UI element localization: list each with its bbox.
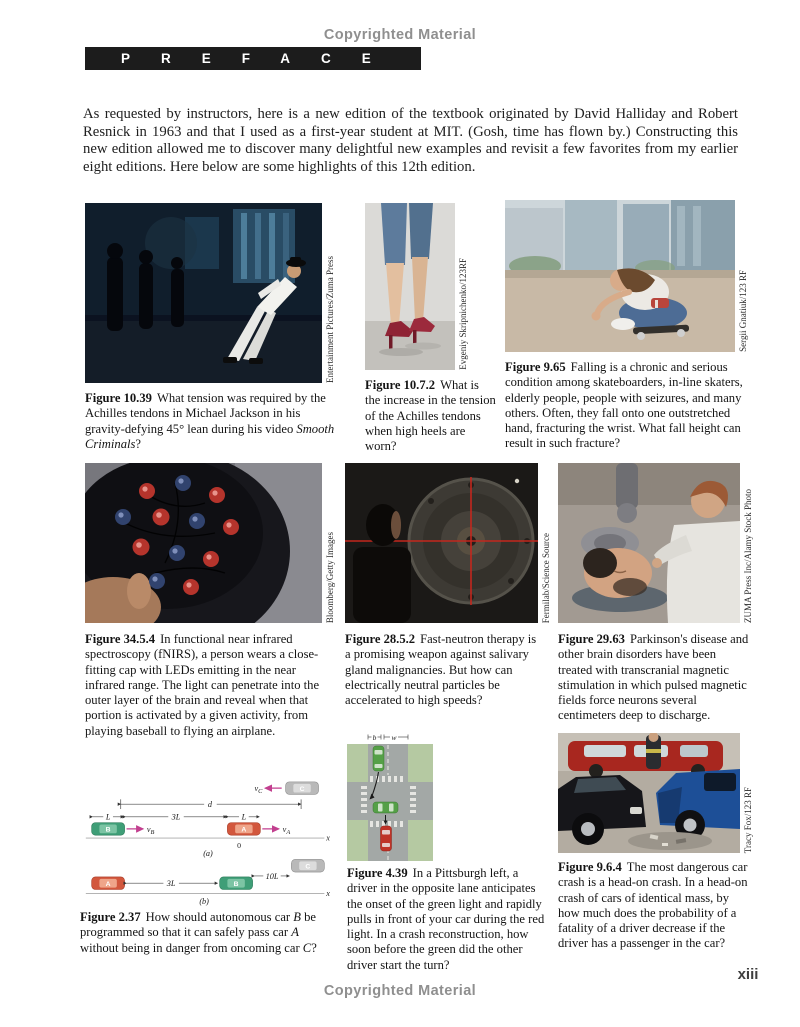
car-passing-diagram [80,778,336,906]
copyright-bottom-label: Copyrighted Material [323,983,477,999]
tenL-dimension [255,872,290,881]
debris [628,832,712,850]
vb-label: $v_B$ [146,824,155,836]
threeL-a-label: 3L [171,812,181,822]
threeL-dimension-a [126,812,227,821]
figure-caption [80,910,335,956]
oncoming-green-car [373,746,384,771]
figure-caption [365,378,496,454]
x-axis-b-label: x [326,888,330,898]
car-c-letter-b: C [305,863,311,871]
figure-caption [558,632,750,724]
car-c-letter: C [299,785,305,793]
photo-credit: Bloomberg/Getty Images [325,531,335,623]
x-axis-a-label: x [326,833,330,843]
caption-text: How should autonomous car B be programmed so that it can safely pass car A without being in danger from oncoming car C? [80,910,317,955]
photo-credit: Tracy Fox/123 RF [743,786,753,853]
figure-label: Figure 2.37 [80,910,141,924]
car-crash-photo-art [558,733,740,853]
photo-credit: Fermilab/Science Source [541,532,551,623]
car-b-shape-b [220,877,253,890]
l-dimension-left [93,812,124,821]
photo-credit: ZUMA Press Inc/Alamy Stock Photo [743,489,753,623]
figure-label: Figure 34.5.4 [85,632,156,646]
shadow [405,343,441,350]
neutron-therapy-photo-art [345,463,538,623]
car-passing-diagram-art [80,778,336,906]
car-a-shape-a [227,823,260,836]
intro-paragraph: As requested by instructors, here is a new edition of the textbook originated by David Halliday and Robert Resnick in 1963 and that I used as a first-year student at MIT. (Gosh, time has flown by.) Constructing this new edition allowed me to discover many delightful new examples and revisit a few favorites from my earlier eight editions. Here below are some highlights of this 12th edition. [83,106,738,175]
figure-caption [85,632,336,739]
b-label: b [372,732,377,742]
ear [127,573,151,609]
d-dimension [121,799,301,809]
caption-text: Parkinson's disease and other brain disorders have been treated with transcranial magnetic stimulation in which pulsed magnetic fields force neurons several centimeters deep to discharge. [558,632,749,723]
indicator-light [515,479,519,483]
photo-credit: Evgeniy Skripnichenko/123RF [458,258,468,370]
michael-jackson-photo [85,203,335,383]
fnirs-cap-photo [85,463,335,623]
figure-34-5-4 [85,463,336,739]
threeL-b-label: 3L [166,879,176,889]
l-right-label: L [241,812,247,822]
caption-text: Fast-neutron therapy is a promising weapon against salivary gland malignancies. But how can electrically neutral particles be accelerated to high speeds? [345,632,537,708]
car-crash-photo [558,733,753,853]
car-b-letter-b: B [233,881,239,889]
machine-arm [616,463,638,523]
turning-green-car [373,802,398,813]
figure-10-7-2 [365,203,496,454]
tms-photo-art [558,463,740,623]
l-left-label: L [105,812,111,822]
michael-jackson-photo-art [85,203,322,383]
part-b-label: (b) [199,897,209,906]
high-heels-photo [365,203,468,370]
preface-banner-title: PREFACE [121,51,402,66]
part-a-label: (a) [203,849,213,859]
figure-label: Figure 10.39 [85,391,152,405]
figure-28-5-2 [345,463,551,708]
your-red-car [381,826,392,851]
caption-text: What is the increase in the tension of the Achilles tendons when high heels are worn? [365,378,496,454]
car-a-shape-b [92,877,125,890]
caption-text: In a Pittsburgh left, a driver in the opposite lane anticipates the onset of the green light and rapidly pulls in front of your car during the red light. In a crash reconstruction, how soon before the green did the other driver start the turn? [347,866,545,972]
skateboarder-photo [505,200,748,352]
neutron-therapy-photo [345,463,551,623]
skateboarder-photo-art [505,200,735,352]
preface-banner [85,47,421,70]
car-c-shape-b [291,859,324,872]
intersection-diagram-art [347,731,433,861]
w-label: w [391,732,397,742]
tms-treatment-photo [558,463,753,623]
vc-label: $v_C$ [254,784,263,796]
caption-text: In functional near infrared spectroscopy (fNIRS), a person wears a close-fitting cap with LEDs emitting in the near infrared range. The light can penetrate into the outer layer of the brain and reveal when that portion is activated by a given activity, from playing baseball to flying an airplane. [85,632,320,738]
figure-label: Figure 28.5.2 [345,632,416,646]
va-label: $v_A$ [282,824,291,836]
car-a-letter-b: A [105,881,111,889]
stage-floor [85,321,322,383]
caption-text: Falling is a chronic and serious condition among skateboarders, in-line skaters, elderly people, people with seizures, and many others. Often, they fall onto one outstretched hand, fracturing the wrist. What fall height can result in such fracture? [505,360,743,451]
caption-text: What tension was required by the Achilles tendons in Michael Jackson in his gravity-defying 45° lean during his video Smooth Criminals? [85,391,335,451]
figure-caption [85,391,338,452]
l-dimension-right [228,812,259,821]
figure-9-6-4 [558,733,753,952]
origin-label: 0 [237,840,241,850]
intersection-diagram [347,731,433,861]
photo-credit: Sergii Gnatiuk/123 RF [738,270,748,352]
figure-2-37 [80,778,336,956]
car-c-shape-a [286,782,319,795]
figure-9-65 [505,200,748,452]
high-heels-photo-art [365,203,455,370]
figure-label: Figure 9.65 [505,360,566,374]
fnirs-photo-art [85,463,322,623]
figure-label: Figure 9.6.4 [558,860,622,874]
car-a-letter: A [241,826,247,834]
figure-caption [505,360,743,452]
caption-text: The most dangerous car crash is a head-on crash. In a head-on crash of cars of identical mass, by how much does the probability of a fatality of a driver decrease if the driver has a passenger in the car? [558,860,748,951]
figure-4-39 [347,731,549,973]
car-b-letter: B [105,826,111,834]
d-label: d [207,800,213,810]
figure-label: Figure 10.7.2 [365,378,436,392]
figure-10-39 [85,203,338,452]
threeL-dimension-b [127,879,218,888]
copyright-top-label: Copyrighted Material [323,27,477,43]
figure-label: Figure 29.63 [558,632,625,646]
figure-caption [558,860,750,952]
page-number: xiii [737,966,759,983]
figure-label: Figure 4.39 [347,866,408,880]
figure-caption [347,866,549,973]
car-b-shape-a [92,823,125,836]
figure-29-63 [558,463,753,724]
tenL-label: 10L [265,871,279,881]
photo-credit: Entertainment Pictures/Zuma Press [325,256,335,383]
figure-caption [345,632,543,708]
person-standing [646,733,661,769]
